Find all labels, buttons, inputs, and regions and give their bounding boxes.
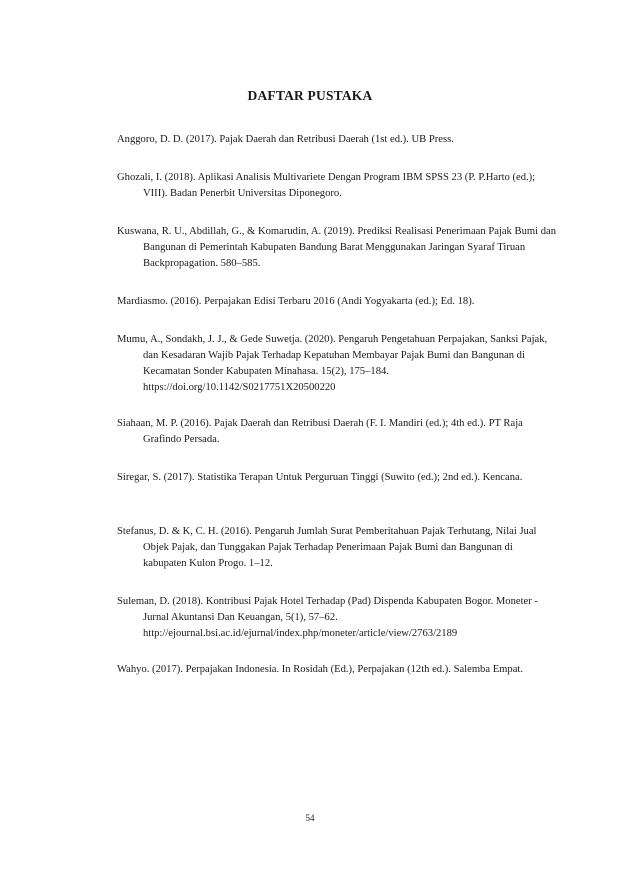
page-number: 54 (305, 813, 315, 823)
reference-item: Anggoro, D. D. (2017). Pajak Daerah dan Retribusi Daerah (1st ed.). UB Press. (117, 134, 454, 145)
reference-item: Suleman, D. (2018). Kontribusi Pajak Hotel Terhadap (Pad) Dispenda Kabupaten Bogor. Moneter - Jurnal Akuntansi Dan Keuangan, 5(1), 57–62. http://ejournal.bsi.ac.id/ejurnal/index.php/moneter/article/view/2763/2189 (117, 596, 538, 639)
reference-item: Wahyo. (2017). Perpajakan Indonesia. In Rosidah (Ed.), Perpajakan (12th ed.). Salemba Empat. (117, 664, 524, 675)
reference-item: Mumu, A., Sondakh, J. J., & Gede Suwetja. (2020). Pengaruh Pengetahuan Perpajakan, Sanksi Pajak, dan Kesadaran Wajib Pajak Terhadap Kepatuhan Membayar Pajak Bumi dan Bangunan di Kecamatan Sonder Kabupaten Minahasa. 15(2), 175–184. https://doi.org/10.1142/S0217751X20500220 (117, 334, 548, 393)
reference-item: Siregar, S. (2017). Statistika Terapan Untuk Perguruan Tinggi (Suwito (ed.); 2nd ed.). Kencana. (117, 472, 523, 483)
reference-item: Siahaan, M. P. (2016). Pajak Daerah dan Retribusi Daerah (F. I. Mandiri (ed.); 4th ed.). PT Raja Grafindo Persada. (117, 418, 523, 445)
reference-item: Mardiasmo. (2016). Perpajakan Edisi Terbaru 2016 (Andi Yogyakarta (ed.); Ed. 18). (117, 296, 475, 307)
reference-item: Stefanus, D. & K, C. H. (2016). Pengaruh Jumlah Surat Pemberitahuan Pajak Terhutang, Nilai Jual Objek Pajak, dan Tunggakan Pajak Terhadap Penerimaan Pajak Bumi dan Bangunan di kabupaten Kulon Progo. 1–12. (117, 526, 537, 569)
page-title: DAFTAR PUSTAKA (247, 88, 373, 103)
reference-item: Kuswana, R. U., Abdillah, G., & Komarudin, A. (2019). Prediksi Realisasi Penerimaan Pajak Bumi dan Bangunan di Pemerintah Kabupaten Bandung Barat Menggunakan Jaringan Syaraf Tiruan Backpropagation. 580–585. (117, 226, 556, 269)
reference-item: Ghozali, I. (2018). Aplikasi Analisis Multivariete Dengan Program IBM SPSS 23 (P. P.Harto (ed.); VIII). Badan Penerbit Universitas Diponegoro. (117, 172, 536, 199)
